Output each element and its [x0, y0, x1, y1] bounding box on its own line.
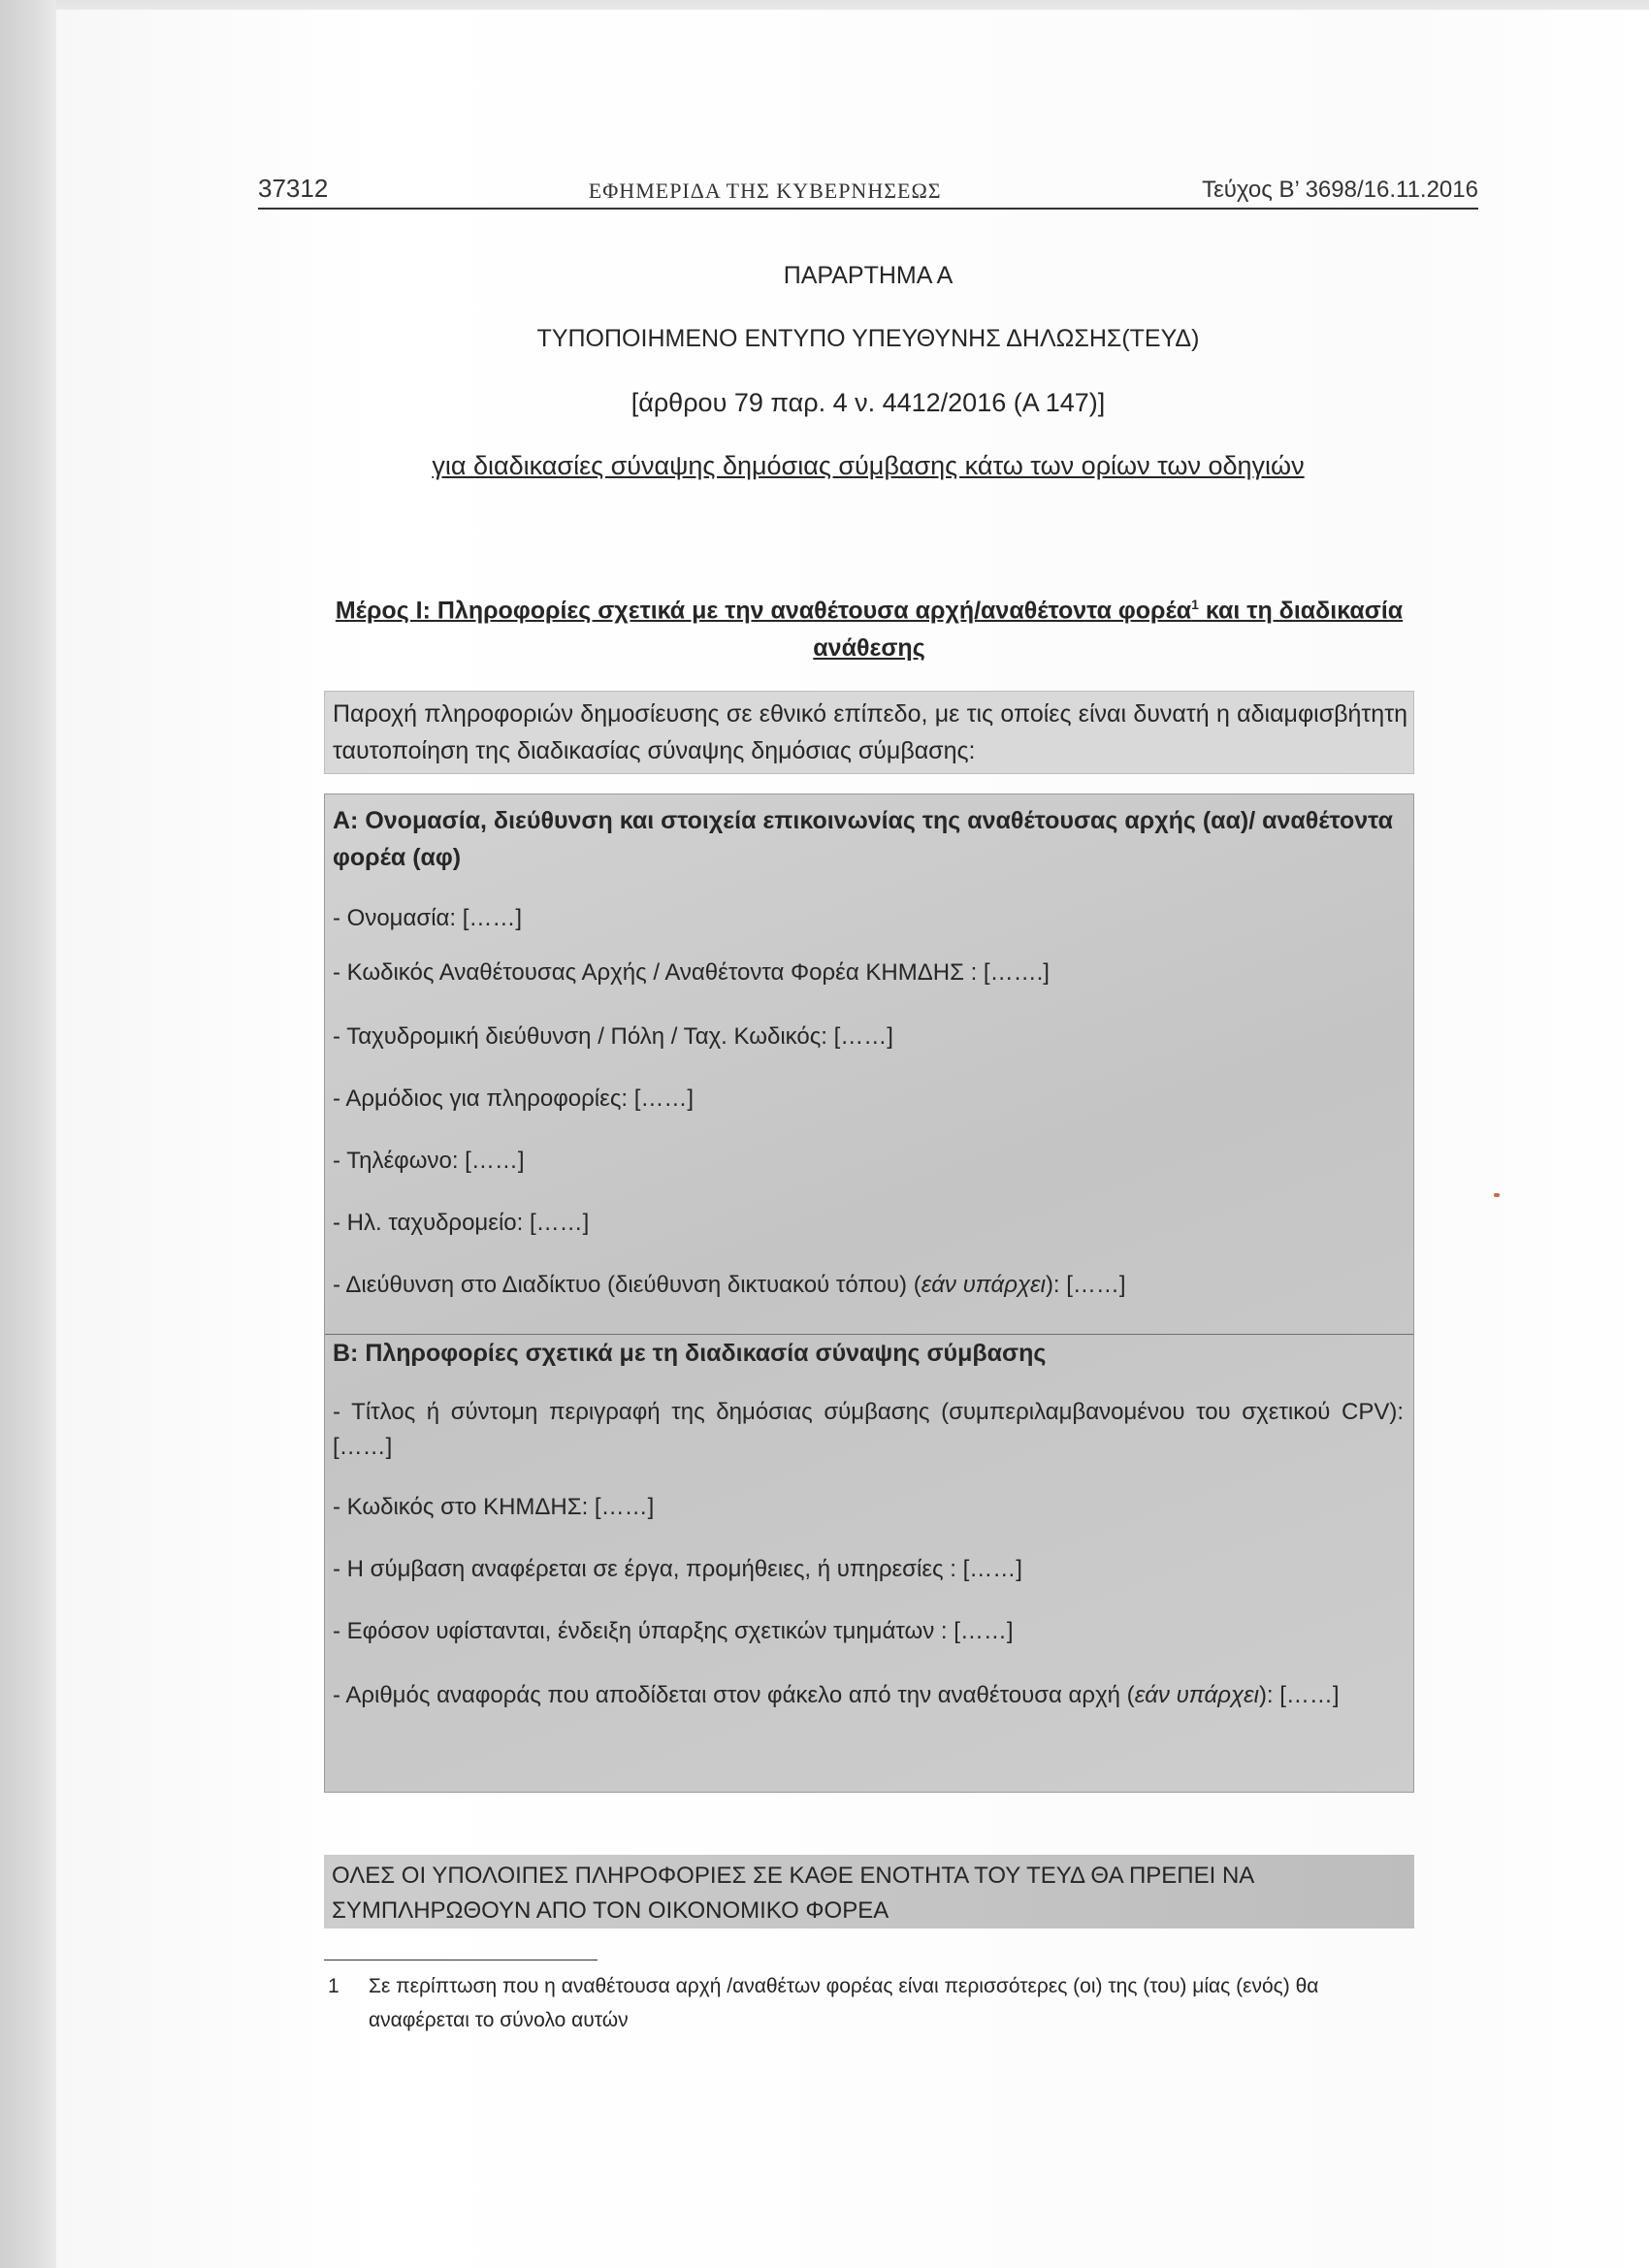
part-one-heading-text: Μέρος Ι: Πληροφορίες σχετικά με την αναθέτουσα αρχή/αναθέτοντα φορέα: [335, 597, 1192, 625]
section-a: [325, 794, 1413, 1335]
part-one-heading-tail: και τη διαδικασία ανάθεσης: [813, 597, 1404, 663]
field-email: - Ηλ. ταχυδρομείο: [……]: [333, 1210, 590, 1236]
field-reference-label: - Αριθμός αναφοράς που αποδίδεται στον φάκελο από την αναθέτουσα αρχή (: [333, 1682, 1135, 1708]
field-website: [333, 1268, 1404, 1303]
section-a-title: Α: Ονομασία, διεύθυνση και στοιχεία επικοινωνίας της αναθέτουσας αρχής (αα)/ αναθέτοντα φορέα (αφ): [333, 807, 1393, 871]
part-one-heading: [324, 586, 1414, 667]
field-reference-optional: εάν υπάρχει: [1134, 1682, 1259, 1708]
field-contact-person: - Αρμόδιος για πληροφορίες: [……]: [333, 1085, 695, 1112]
field-website-optional: εάν υπάρχει: [921, 1272, 1046, 1298]
page-number: 37312: [258, 174, 329, 203]
field-reference-number: [333, 1678, 1404, 1713]
footnote-number: 1: [328, 1975, 340, 1997]
footnote-text: Σε περίπτωση που η αναθέτουσα αρχή /αναθέτων φορέας είναι περισσότερες (οι) της (του) μίας (ενός) θα αναφέρεται το σύνολο αυτών: [369, 1975, 1319, 2031]
form-name: ΤΥΠΟΠΟΙΗΜΕΝΟ ΕΝΤΥΠΟ ΥΠΕΥΘΥΝΗΣ ΔΗΛΩΣΗΣ(ΤΕΥΔ): [536, 325, 1200, 352]
gazette-header: [258, 167, 1478, 210]
section-b-title: Β: Πληροφορίες σχετικά με τη διαδικασία σύναψης σύμβασης: [333, 1340, 1047, 1367]
field-website-label: - Διεύθυνση στο Διαδίκτυο (διεύθυνση δικτυακού τόπου) (: [333, 1272, 922, 1298]
scan-speck: [1494, 1193, 1500, 1197]
economic-operator-notice: [324, 1855, 1414, 1928]
gazette-title: ΕΦΗΜΕΡΙΔΑ ΤΗΣ ΚΥΒΕΡΝΗΣΕΩΣ: [588, 178, 942, 203]
section-b: [325, 1335, 1413, 1791]
field-telephone: - Τηλέφωνο: [……]: [333, 1148, 525, 1174]
publication-info-text: Παροχή πληροφοριών δημοσίευσης σε εθνικό επίπεδο, με τις οποίες είναι δυνατή η αδιαμφισβήτητη ταυτοποίηση της διαδικασίας σύναψης δημόσιας σύμβασης:: [333, 700, 1407, 764]
annex-title: ΠΑΡΑΡΤΗΜΑ Α: [783, 262, 954, 289]
scope-subtitle: για διαδικασίες σύναψης δημόσιας σύμβασης κάτω των ορίων των οδηγιών: [432, 451, 1305, 480]
field-postal-address: - Ταχυδρομική διεύθυνση / Πόλη / Ταχ. Κωδικός: [……]: [333, 1023, 893, 1050]
field-reference-value: ): [……]: [1258, 1682, 1340, 1708]
contracting-authority-table: [324, 794, 1414, 1793]
field-lots: - Εφόσον υφίστανται, ένδειξη ύπαρξης σχετικών τμημάτων : [……]: [333, 1618, 1014, 1644]
publication-info-box: [324, 691, 1414, 774]
field-contract-type: - Η σύμβαση αναφέρεται σε έργα, προμήθειες, ή υπηρεσίες : [……]: [333, 1556, 1022, 1582]
title-block: [258, 262, 1478, 481]
field-authority-code: - Κωδικός Αναθέτουσας Αρχής / Αναθέτοντα Φορέα ΚΗΜΔΗΣ : […….]: [333, 959, 1050, 986]
issue-number: Τεύχος Β’ 3698/16.11.2016: [1202, 177, 1478, 203]
field-kimdis-code: - Κωδικός στο ΚΗΜΔΗΣ: [……]: [333, 1494, 655, 1520]
legal-basis: [άρθρου 79 παρ. 4 ν. 4412/2016 (Α 147)]: [630, 388, 1106, 417]
footnote-reference: 1: [1191, 597, 1199, 612]
field-name: - Ονομασία: [……]: [333, 905, 523, 931]
notice-text: ΟΛΕΣ ΟΙ ΥΠΟΛΟΙΠΕΣ ΠΛΗΡΟΦΟΡΙΕΣ ΣΕ ΚΑΘΕ ΕΝΟΤΗΤΑ ΤΟΥ ΤΕΥΔ ΘΑ ΠΡΕΠΕΙ ΝΑ ΣΥΜΠΛΗΡΩΘΟΥΝ ΑΠΟ ΤΟΝ ΟΙΚΟΝΟΜΙΚΟ ΦΟΡΕΑ: [332, 1863, 1253, 1924]
scan-shadow-left: [0, 0, 56, 2268]
field-contract-title: - Τίτλος ή σύντομη περιγραφή της δημόσιας σύμβασης (συμπεριλαμβανομένου του σχετικού CPV): [……]: [333, 1399, 1404, 1460]
field-website-value: ): [……]: [1045, 1272, 1126, 1298]
